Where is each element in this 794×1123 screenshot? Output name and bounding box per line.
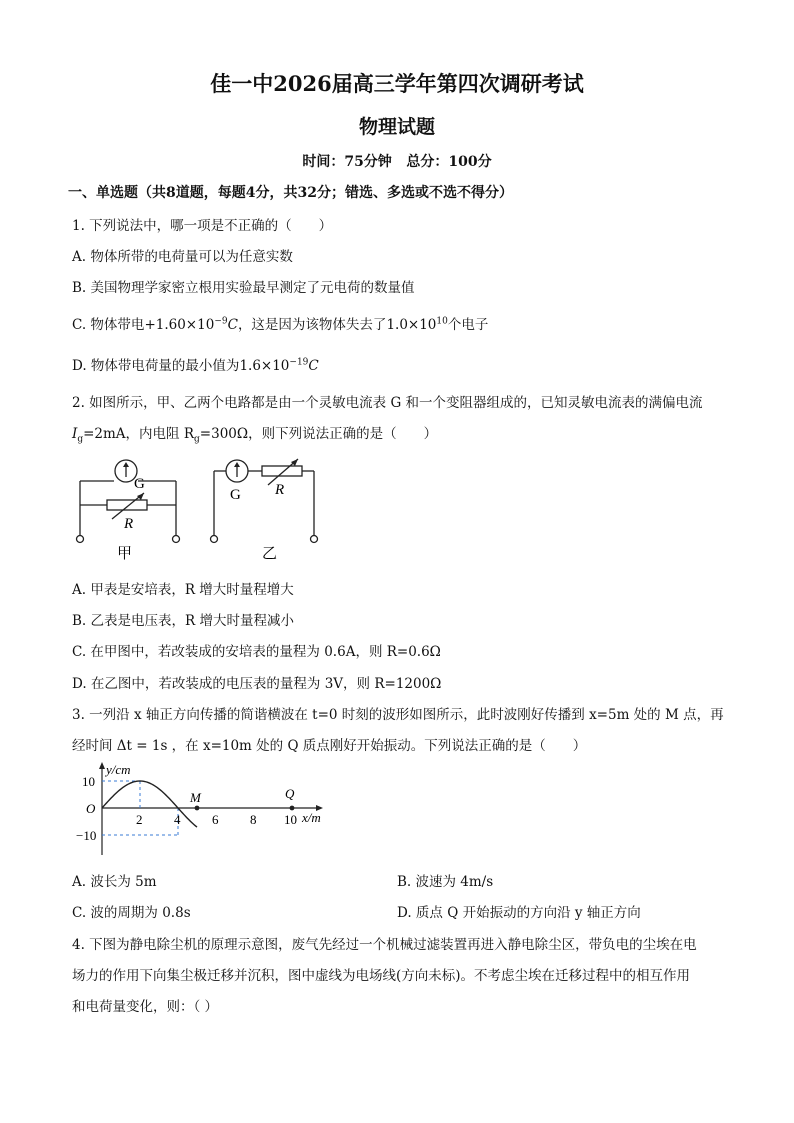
q1-option-a: A. 物体所带的电荷量可以为任意实数: [72, 249, 293, 265]
circuit-jia: [77, 481, 180, 543]
wave-curve: [102, 781, 197, 827]
q-label: Q: [285, 786, 295, 801]
x-axis-label: x/m: [302, 810, 321, 825]
q1-d-exponent: −19: [289, 357, 309, 368]
m-label: M: [190, 790, 201, 805]
g-label-yi: G: [230, 487, 241, 503]
q2-option-b: B. 乙表是电压表，R 增大时量程减小: [72, 613, 294, 629]
q1-d-number: 1.6×10: [239, 358, 290, 374]
q3-option-d: D. 质点 Q 开始振动的方向沿 y 轴正方向: [397, 905, 641, 921]
galvanometer-yi: [226, 460, 248, 482]
q1-d-unit: C: [308, 358, 319, 374]
q1-c-exponent2: 10: [436, 316, 448, 327]
q1-c-exponent: −9: [214, 316, 228, 327]
q1-option-c: [72, 313, 488, 333]
q3-option-b: B. 波速为 4m/s: [397, 874, 494, 890]
q2-stem-end: =300Ω，则下列说法正确的是（ ）: [199, 426, 438, 442]
q1-c-middle: ，这是因为该物体失去了: [237, 317, 387, 333]
q1-stem: 1. 下列说法中，哪一项是不正确的（ ）: [72, 218, 333, 234]
point-m: [195, 806, 200, 811]
q4-line1: 4. 下图为静电除尘机的原理示意图，废气先经过一个机械过滤装置再进入静电除尘区，带负电的尘埃在电: [72, 937, 697, 953]
q1-c-number: +1.60×10: [144, 317, 215, 333]
point-q: [290, 806, 295, 811]
subject-title: 物理试题: [358, 116, 435, 138]
q2-ig-symbol: I: [72, 426, 78, 442]
q2-option-c: C. 在甲图中，若改装成的安培表的量程为 0.6A，则 R=0.6Ω: [72, 644, 441, 660]
q3-option-c: C. 波的周期为 0.8s: [72, 905, 191, 921]
xtick-8: 8: [250, 812, 257, 827]
q3-stem-line1: 3. 一列沿 x 轴正方向传播的简谐横波在 t=0 时刻的波形如图所示，此时波刚好传播到 x=5m 处的 M 点，再: [72, 707, 724, 723]
q1-c-suffix: 个电子: [447, 317, 489, 333]
xtick-6: 6: [212, 812, 219, 827]
q2-rg-subscript: g: [194, 434, 200, 445]
xtick-10: 10: [284, 812, 297, 827]
q1-option-d: [72, 354, 319, 374]
q3-option-a: A. 波长为 5m: [72, 874, 157, 890]
g-label-jia: G: [134, 476, 145, 492]
q1-c-unit: C: [227, 317, 238, 333]
label-yi: 乙: [262, 546, 278, 562]
q2-option-d: D. 在乙图中，若改装成的电压表的量程为 3V，则 R=1200Ω: [72, 676, 442, 692]
q1-c-prefix: C. 物体带电: [72, 317, 145, 333]
q4-line3: 和电荷量变化，则：（ ）: [72, 999, 219, 1015]
q2-circuit-diagram: [70, 455, 330, 567]
q2-stem-line1: 2. 如图所示，甲、乙两个电路都是由一个灵敏电流表 G 和一个变阻器组成的，已知灵敏电流表的满偏电流: [72, 395, 703, 411]
q2-ig-subscript: g: [77, 434, 84, 445]
section-heading: 一、单选题（共8道题，每题4分，共32分；错选、多选或不选不得分）: [68, 185, 513, 201]
xtick-4: 4: [174, 812, 181, 827]
q4-line2: 场力的作用下向集尘极迁移并沉积，图中虚线为电场线(方向未标)。不考虑尘埃在迁移过程中的相互作用: [72, 968, 691, 984]
y-axis-arrow: [99, 762, 105, 769]
origin-label: O: [86, 801, 96, 816]
q3-stem-line2: 经时间 Δt = 1s ，在 x=10m 处的 Q 质点刚好开始振动。下列说法正确的是（ ）: [72, 738, 587, 754]
ytick-10: 10: [82, 774, 95, 789]
rheostat-arrow-jia: [137, 493, 144, 500]
r-label-yi: R: [275, 482, 285, 498]
q2-stem-mid: =2mA，内电阻 R: [83, 426, 195, 442]
exam-meta: 时间：75分钟 总分：100分: [302, 154, 492, 170]
y-axis-label: y/cm: [106, 762, 131, 777]
q2-stem-line2: [72, 422, 437, 445]
ytick-minus10: −10: [76, 828, 97, 843]
label-jia: 甲: [117, 546, 133, 562]
q1-d-prefix: D. 物体带电荷量的最小值为: [72, 358, 240, 374]
q2-option-a: A. 甲表是安培表，R 增大时量程增大: [72, 582, 294, 598]
exam-title: 佳一中2026届高三学年第四次调研考试: [210, 71, 584, 96]
q1-option-b: B. 美国物理学家密立根用实验最早测定了元电荷的数量值: [72, 280, 415, 296]
q3-wave-diagram: [72, 760, 340, 858]
q1-c-number2: 1.0×10: [386, 317, 437, 333]
r-label-jia: R: [124, 516, 134, 532]
xtick-2: 2: [136, 812, 143, 827]
